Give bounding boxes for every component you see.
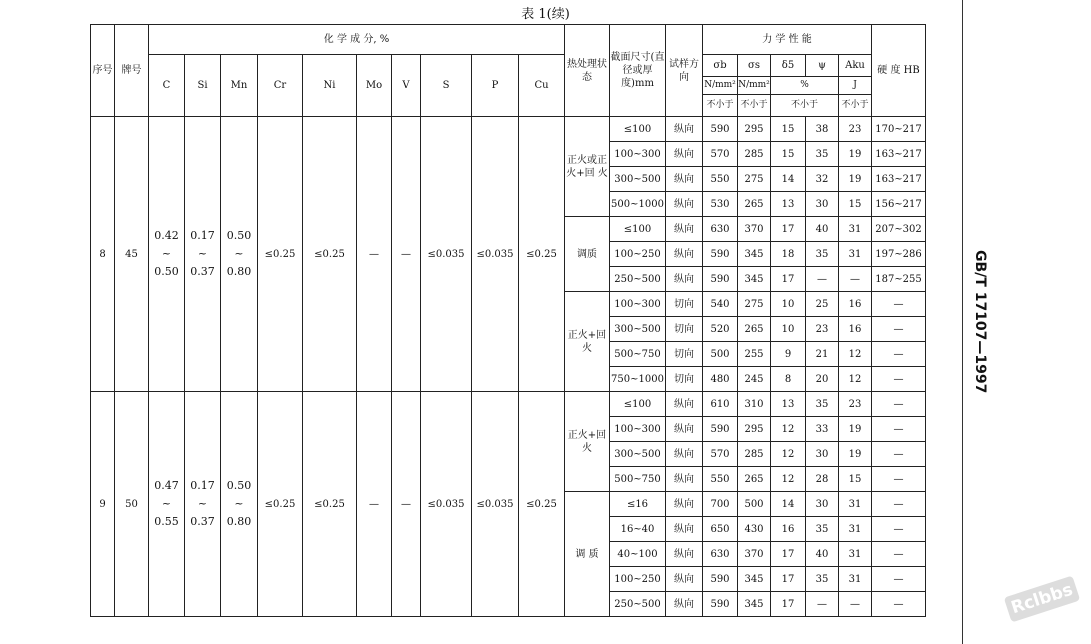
aku-cell: 19 (839, 167, 872, 192)
sigma-s-cell: 345 (738, 567, 771, 592)
header-hardness: 硬 度 HB (872, 25, 926, 117)
hardness-cell: — (872, 342, 926, 367)
chem-p-cell: ≤0.035 (472, 392, 519, 617)
section-size-cell: 750~1000 (610, 367, 666, 392)
sigma-b-cell: 590 (703, 567, 738, 592)
heat-treat-cell: 调 质 (565, 492, 610, 617)
aku-cell: 31 (839, 542, 872, 567)
section-size-cell: 250~500 (610, 267, 666, 292)
header-direction: 试样方向 (666, 25, 703, 117)
sigma-s-cell: 430 (738, 517, 771, 542)
table-row (91, 117, 926, 142)
hardness-cell: — (872, 442, 926, 467)
section-size-cell: 300~500 (610, 442, 666, 467)
sigma-b-cell: 590 (703, 592, 738, 617)
header-element: S (421, 55, 472, 117)
sigma-s-cell: 285 (738, 442, 771, 467)
unit-joule: J (839, 77, 872, 95)
aku-cell: 12 (839, 342, 872, 367)
aku-cell: 23 (839, 117, 872, 142)
page-edge-rule (962, 0, 963, 644)
header-min: 不小于 (771, 95, 839, 117)
section-size-cell: 40~100 (610, 542, 666, 567)
header-min: 不小于 (703, 95, 738, 117)
chem-s-cell: ≤0.035 (421, 117, 472, 392)
psi-cell: 20 (806, 367, 839, 392)
hardness-cell: 170~217 (872, 117, 926, 142)
grade-cell: 50 (115, 392, 149, 617)
sigma-b-cell: 540 (703, 292, 738, 317)
aku-cell: — (839, 267, 872, 292)
unit-mpa: N/mm² (703, 77, 738, 95)
direction-cell: 切向 (666, 317, 703, 342)
sigma-b-cell: 630 (703, 217, 738, 242)
hardness-cell: 207~302 (872, 217, 926, 242)
direction-cell: 纵向 (666, 442, 703, 467)
direction-cell: 纵向 (666, 242, 703, 267)
sigma-s-cell: 295 (738, 117, 771, 142)
header-sigma-b: σb (703, 55, 738, 77)
direction-cell: 纵向 (666, 167, 703, 192)
psi-cell: 40 (806, 217, 839, 242)
sigma-s-cell: 295 (738, 417, 771, 442)
delta5-cell: 12 (771, 442, 806, 467)
section-size-cell: 300~500 (610, 317, 666, 342)
sigma-s-cell: 265 (738, 467, 771, 492)
delta5-cell: 18 (771, 242, 806, 267)
header-chem-group: 化 学 成 分, % (149, 25, 565, 55)
direction-cell: 纵向 (666, 542, 703, 567)
aku-cell: 31 (839, 217, 872, 242)
sigma-s-cell: 245 (738, 367, 771, 392)
psi-cell: 38 (806, 117, 839, 142)
heat-treat-cell: 正火+回 火 (565, 392, 610, 492)
header-psi: ψ (806, 55, 839, 77)
section-size-cell: 500~750 (610, 467, 666, 492)
hardness-cell: — (872, 567, 926, 592)
direction-cell: 纵向 (666, 267, 703, 292)
direction-cell: 纵向 (666, 142, 703, 167)
aku-cell: 15 (839, 467, 872, 492)
sigma-b-cell: 550 (703, 167, 738, 192)
delta5-cell: 10 (771, 317, 806, 342)
sigma-s-cell: 345 (738, 242, 771, 267)
table-row (91, 392, 926, 417)
aku-cell: 31 (839, 242, 872, 267)
header-element: Cu (519, 55, 565, 117)
section-size-cell: ≤100 (610, 392, 666, 417)
section-size-cell: 250~500 (610, 592, 666, 617)
sigma-b-cell: 520 (703, 317, 738, 342)
sigma-b-cell: 610 (703, 392, 738, 417)
delta5-cell: 17 (771, 217, 806, 242)
psi-cell: — (806, 592, 839, 617)
section-size-cell: ≤16 (610, 492, 666, 517)
delta5-cell: 9 (771, 342, 806, 367)
sigma-s-cell: 265 (738, 192, 771, 217)
chem-p-cell: ≤0.035 (472, 117, 519, 392)
grade-cell: 45 (115, 117, 149, 392)
aku-cell: 16 (839, 317, 872, 342)
chem-c-cell: 0.47 ~ 0.55 (149, 392, 185, 617)
delta5-cell: 17 (771, 567, 806, 592)
header-section-size: 截面尺寸(直径或厚度)mm (610, 25, 666, 117)
chem-ni-cell: ≤0.25 (303, 117, 357, 392)
delta5-cell: 17 (771, 592, 806, 617)
section-size-cell: 100~300 (610, 142, 666, 167)
chem-cr-cell: ≤0.25 (258, 117, 303, 392)
sigma-b-cell: 570 (703, 442, 738, 467)
sigma-s-cell: 275 (738, 292, 771, 317)
header-seq: 序号 (91, 25, 115, 117)
psi-cell: 21 (806, 342, 839, 367)
header-element: P (472, 55, 519, 117)
direction-cell: 切向 (666, 367, 703, 392)
delta5-cell: 14 (771, 492, 806, 517)
delta5-cell: 14 (771, 167, 806, 192)
delta5-cell: 13 (771, 192, 806, 217)
direction-cell: 纵向 (666, 517, 703, 542)
psi-cell: 25 (806, 292, 839, 317)
psi-cell: 30 (806, 442, 839, 467)
direction-cell: 纵向 (666, 217, 703, 242)
aku-cell: 31 (839, 567, 872, 592)
delta5-cell: 15 (771, 117, 806, 142)
direction-cell: 纵向 (666, 592, 703, 617)
header-element: Ni (303, 55, 357, 117)
delta5-cell: 8 (771, 367, 806, 392)
delta5-cell: 13 (771, 392, 806, 417)
chem-mn-cell: 0.50 ~ 0.80 (221, 117, 258, 392)
delta5-cell: 15 (771, 142, 806, 167)
sigma-b-cell: 590 (703, 117, 738, 142)
header-heat-treat: 热处理状 态 (565, 25, 610, 117)
aku-cell: 15 (839, 192, 872, 217)
aku-cell: 31 (839, 492, 872, 517)
table-caption: 表 1(续) (521, 7, 570, 22)
hardness-cell: — (872, 317, 926, 342)
sigma-s-cell: 370 (738, 217, 771, 242)
header-sigma-s: σs (738, 55, 771, 77)
delta5-cell: 17 (771, 542, 806, 567)
unit-mpa: N/mm² (738, 77, 771, 95)
sigma-s-cell: 500 (738, 492, 771, 517)
psi-cell: 33 (806, 417, 839, 442)
header-element: Si (185, 55, 221, 117)
spec-body (91, 117, 926, 617)
psi-cell: 23 (806, 317, 839, 342)
heat-treat-cell: 正火或正火+回 火 (565, 117, 610, 217)
section-size-cell: ≤100 (610, 217, 666, 242)
delta5-cell: 12 (771, 467, 806, 492)
hardness-cell: 187~255 (872, 267, 926, 292)
heat-treat-cell: 正火+回火 (565, 292, 610, 392)
header-delta5: δ5 (771, 55, 806, 77)
sigma-b-cell: 700 (703, 492, 738, 517)
header-element: Mn (221, 55, 258, 117)
unit-percent: % (771, 77, 839, 95)
section-size-cell: 100~250 (610, 567, 666, 592)
sigma-b-cell: 590 (703, 267, 738, 292)
hardness-cell: — (872, 492, 926, 517)
sigma-b-cell: 650 (703, 517, 738, 542)
sigma-s-cell: 285 (738, 142, 771, 167)
section-size-cell: 100~300 (610, 292, 666, 317)
header-element: Mo (357, 55, 392, 117)
psi-cell: 35 (806, 517, 839, 542)
psi-cell: 30 (806, 192, 839, 217)
chem-si-cell: 0.17 ~ 0.37 (185, 117, 221, 392)
aku-cell: — (839, 592, 872, 617)
delta5-cell: 17 (771, 267, 806, 292)
sigma-b-cell: 590 (703, 242, 738, 267)
chem-mn-cell: 0.50 ~ 0.80 (221, 392, 258, 617)
section-size-cell: 100~300 (610, 417, 666, 442)
psi-cell: — (806, 267, 839, 292)
section-size-cell: 100~250 (610, 242, 666, 267)
aku-cell: 31 (839, 517, 872, 542)
chem-cr-cell: ≤0.25 (258, 392, 303, 617)
chem-c-cell: 0.42 ~ 0.50 (149, 117, 185, 392)
direction-cell: 纵向 (666, 117, 703, 142)
hardness-cell: 197~286 (872, 242, 926, 267)
hardness-cell: — (872, 417, 926, 442)
aku-cell: 23 (839, 392, 872, 417)
sigma-b-cell: 630 (703, 542, 738, 567)
sigma-b-cell: 590 (703, 417, 738, 442)
section-size-cell: ≤100 (610, 117, 666, 142)
header-min: 不小于 (839, 95, 872, 117)
hardness-cell: — (872, 517, 926, 542)
header-element: C (149, 55, 185, 117)
header-aku: Aku (839, 55, 872, 77)
direction-cell: 纵向 (666, 192, 703, 217)
delta5-cell: 12 (771, 417, 806, 442)
chem-mo-cell: — (357, 117, 392, 392)
aku-cell: 19 (839, 417, 872, 442)
hardness-cell: — (872, 542, 926, 567)
psi-cell: 28 (806, 467, 839, 492)
psi-cell: 35 (806, 392, 839, 417)
delta5-cell: 16 (771, 517, 806, 542)
direction-cell: 纵向 (666, 467, 703, 492)
header-mech-group: 力 学 性 能 (703, 25, 872, 55)
sigma-s-cell: 255 (738, 342, 771, 367)
header-grade: 牌号 (115, 25, 149, 117)
hardness-cell: — (872, 292, 926, 317)
hardness-cell: — (872, 467, 926, 492)
hardness-cell: — (872, 367, 926, 392)
header-element: V (392, 55, 421, 117)
direction-cell: 纵向 (666, 392, 703, 417)
sigma-s-cell: 275 (738, 167, 771, 192)
direction-cell: 纵向 (666, 492, 703, 517)
chem-cu-cell: ≤0.25 (519, 392, 565, 617)
sigma-b-cell: 530 (703, 192, 738, 217)
hardness-cell: — (872, 592, 926, 617)
aku-cell: 16 (839, 292, 872, 317)
chem-s-cell: ≤0.035 (421, 392, 472, 617)
direction-cell: 纵向 (666, 417, 703, 442)
hardness-cell: 163~217 (872, 142, 926, 167)
psi-cell: 40 (806, 542, 839, 567)
chem-ni-cell: ≤0.25 (303, 392, 357, 617)
direction-cell: 切向 (666, 342, 703, 367)
chem-mo-cell: — (357, 392, 392, 617)
psi-cell: 35 (806, 242, 839, 267)
hardness-cell: 163~217 (872, 167, 926, 192)
chem-si-cell: 0.17 ~ 0.37 (185, 392, 221, 617)
aku-cell: 19 (839, 142, 872, 167)
header-element: Cr (258, 55, 303, 117)
sigma-s-cell: 345 (738, 267, 771, 292)
header-min: 不小于 (738, 95, 771, 117)
psi-cell: 35 (806, 567, 839, 592)
standard-number: GB/T 17107—1997 (972, 250, 988, 394)
sigma-s-cell: 310 (738, 392, 771, 417)
section-size-cell: 16~40 (610, 517, 666, 542)
sigma-b-cell: 480 (703, 367, 738, 392)
chem-v-cell: — (392, 392, 421, 617)
sigma-s-cell: 370 (738, 542, 771, 567)
hardness-cell: 156~217 (872, 192, 926, 217)
section-size-cell: 500~750 (610, 342, 666, 367)
sigma-s-cell: 345 (738, 592, 771, 617)
section-size-cell: 300~500 (610, 167, 666, 192)
chem-cu-cell: ≤0.25 (519, 117, 565, 392)
sigma-s-cell: 265 (738, 317, 771, 342)
psi-cell: 32 (806, 167, 839, 192)
section-size-cell: 500~1000 (610, 192, 666, 217)
steel-spec-table (90, 24, 926, 617)
delta5-cell: 10 (771, 292, 806, 317)
seq-cell: 9 (91, 392, 115, 617)
hardness-cell: — (872, 392, 926, 417)
psi-cell: 35 (806, 142, 839, 167)
heat-treat-cell: 调质 (565, 217, 610, 292)
aku-cell: 12 (839, 367, 872, 392)
direction-cell: 纵向 (666, 567, 703, 592)
sigma-b-cell: 570 (703, 142, 738, 167)
direction-cell: 切向 (666, 292, 703, 317)
sigma-b-cell: 550 (703, 467, 738, 492)
psi-cell: 30 (806, 492, 839, 517)
seq-cell: 8 (91, 117, 115, 392)
sigma-b-cell: 500 (703, 342, 738, 367)
aku-cell: 19 (839, 442, 872, 467)
watermark-stamp: Rclbbs (1004, 576, 1081, 623)
chem-v-cell: — (392, 117, 421, 392)
